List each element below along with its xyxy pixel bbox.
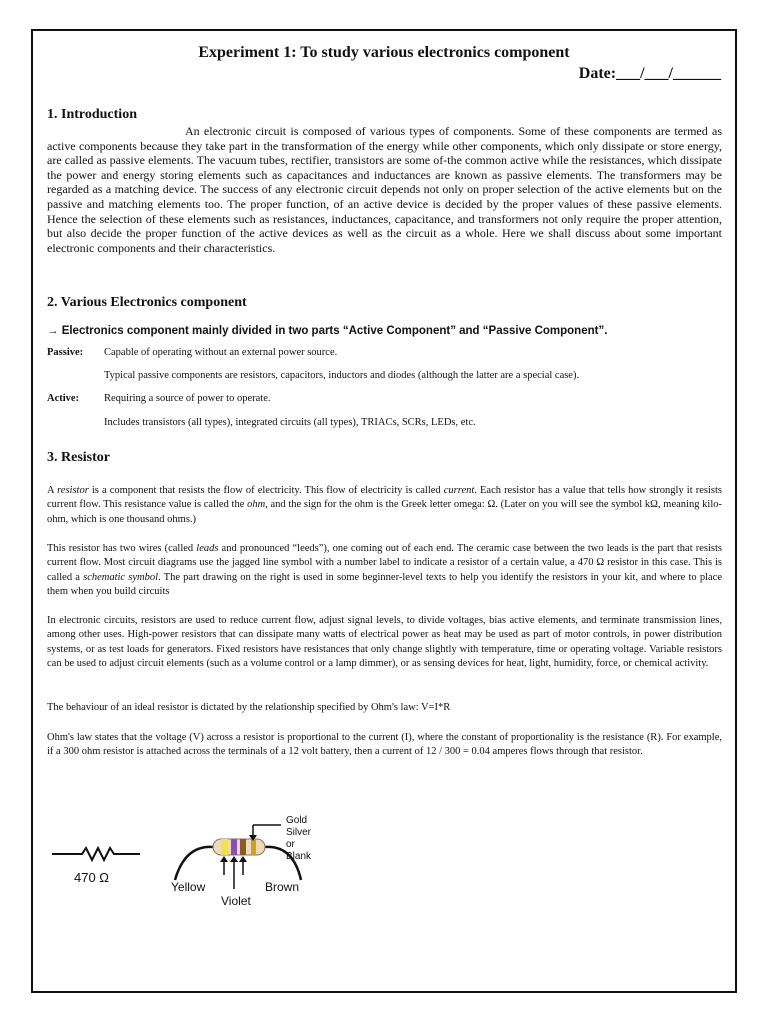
ohms-law-line: The behaviour of an ideal resistor is dictated by the relationship specified by Ohm's law: V=I*R <box>47 702 451 713</box>
gold-label-3: or <box>286 839 295 850</box>
active-definition: Requiring a source of power to operate. <box>104 393 271 404</box>
intro-paragraph <box>47 124 722 255</box>
resistor-body <box>213 839 265 855</box>
passive-definition: Capable of operating without an external power source. <box>104 347 338 358</box>
resistor-schematic-symbol <box>52 838 142 898</box>
gold-label-1: Gold <box>286 815 308 826</box>
band-gold <box>251 839 256 855</box>
schematic-label: 470 Ω <box>74 870 110 885</box>
intro-text: An electronic circuit is composed of various types of components. Some of these components are termed as active components because they take part in the transformation of the energy while other components, which only dissipate or store energy, are called as passive elements. The vacuum tubes, rectifier, transistors are some of-the common active while the resistances, which dissipate the power and energy storing elements such as capacitances and inductances are known as passive elements. The transformers may be regarded as a matching device. The success of any electronic circuit depends not only on proper selection of the active elements but on the passive and matching elements too. The proper function, of an active device is decided by the proper values of these passive elements. Hence the selection of these elements such as resistances, inductances, capacitance, and transformers not only require the proper attention, but also decide the proper function of the active devices as well as the circuit as a whole. Here we shall discuss about some important electronic components and their characteristics. <box>47 124 722 255</box>
ohms-law-paragraph: Ohm's law states that the voltage (V) across a resistor is proportional to the current (I), where the constant of proportionality is the resistance (R). For example, if a 300 ohm resistor is attached across the terminals of a 12 volt battery, then a current of 12 / 300 = 0.04 amperes flows through that resistor. <box>47 732 722 758</box>
passive-label: Passive: <box>47 347 84 358</box>
components-heading: 2. Various Electronics component <box>47 295 247 310</box>
date-field: Date:___/___/______ <box>578 65 721 82</box>
band-violet <box>231 839 237 855</box>
band-yellow <box>221 839 228 855</box>
brown-pointer-arrowhead <box>239 856 247 862</box>
components-arrow-line: → Electronics component mainly divided in two parts “Active Component” and “Passive Component”. <box>47 325 608 337</box>
violet-pointer-arrowhead <box>230 856 238 862</box>
yellow-label: Yellow <box>171 880 206 894</box>
band-brown <box>240 839 246 855</box>
intro-heading: 1. Introduction <box>47 107 137 122</box>
resistor-paragraph-1: A resistor is a component that resists the flow of electricity. This flow of electricity is called current. Each resistor has a value that tells how strongly it resists current flow. This resistance value is called the ohm, and the sign for the ohm is the Greek letter omega: Ω. (Later on you will see the symbol kΩ, meaning kilo-ohm, which is one thousand ohms.) <box>47 485 722 525</box>
resistor-paragraph-2: This resistor has two wires (called leads and pronounced “leeds”), one coming out of each end. The ceramic case between the two leads is the part that resists current flow. Most circuit diagrams use the jagged line symbol with a number label to indicate a resistor of a certain value, a 470 Ω resistor in this case. This is called a schematic symbol. The part drawing on the right is used in some beginner-level texts to help you identify the resistors in your kit, and where to place them when you build circuits <box>47 543 722 598</box>
resistor-left-lead <box>175 847 213 880</box>
yellow-pointer-arrowhead <box>220 856 228 862</box>
resistor-zigzag <box>52 848 140 860</box>
active-label: Active: <box>47 393 80 404</box>
violet-label: Violet <box>221 894 251 908</box>
resistor-heading: 3. Resistor <box>47 450 110 465</box>
gold-label-4: Blank <box>286 851 312 862</box>
passive-examples: Typical passive components are resistors, capacitors, inductors and diodes (although the latter are a special case). <box>104 370 580 381</box>
active-examples: Includes transistors (all types), integrated circuits (all types), TRIACs, SCRs, LEDs, etc. <box>104 417 476 428</box>
resistor-color-code-diagram <box>165 805 325 915</box>
resistor-paragraph-3: In electronic circuits, resistors are used to reduce current flow, adjust signal levels, to divide voltages, bias active elements, and terminate transmission lines, among other uses. High-power resistors that can dissipate many watts of electrical power as heat may be used as part of motor controls, in power distribution systems, or as test loads for generators. Fixed resistors have resistances that only change slightly with temperature, time or operating voltage. Variable resistors can be used to adjust circuit elements (such as a volume control or a lamp dimmer), or as sensing devices for heat, light, humidity, force, or chemical activity. <box>47 615 722 670</box>
page-title: Experiment 1: To study various electronics component <box>198 44 570 61</box>
gold-label-2: Silver <box>286 827 312 838</box>
brown-label: Brown <box>265 880 300 894</box>
